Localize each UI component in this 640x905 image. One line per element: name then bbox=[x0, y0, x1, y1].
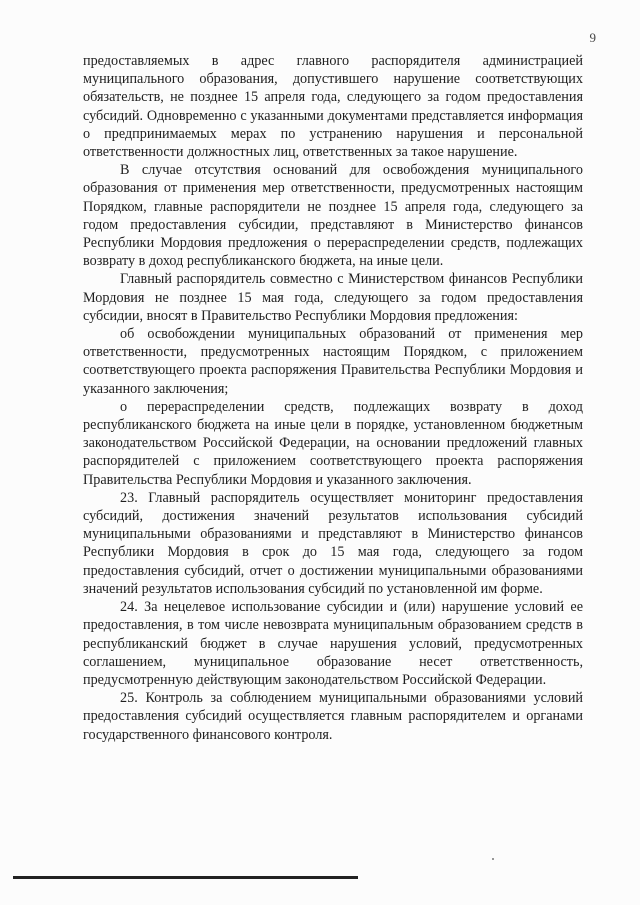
scan-speck bbox=[492, 858, 494, 860]
paragraph: об освобождении муниципальных образований от применения мер ответственности, предусмотренных настоящим Порядком, с приложением соответствующего проекта распоряжения Правительства Республики Мордовия и указанного заключения; bbox=[83, 326, 583, 397]
paragraph: 25. Контроль за соблюдением муниципальными образованиями условий предоставления субсидий осуществляется главным распорядителем и органами государственного финансового контроля. bbox=[83, 690, 583, 743]
paragraph: В случае отсутствия оснований для освобождения муниципального образования от применения мер ответственности, предусмотренных настоящим Порядком, главные распорядители не позднее 15 апреля года, следующего за годом предоставления субсидии, представляют в Министерство финансов Республики Мордовия предложения о перераспределении средств, подлежащих возврату в доход республиканского бюджета, на иные цели. bbox=[83, 162, 583, 270]
paragraph: о перераспределении средств, подлежащих возврату в доход республиканского бюджета на иные цели в порядке, установленном бюджетным законодательством Российской Федерации, на основании предложений главных распорядителей с приложением соответствующего проекта распоряжения Правительства Республики Мордовия и указанного заключения. bbox=[83, 398, 583, 488]
document-body bbox=[83, 52, 583, 744]
page-number: 9 bbox=[589, 30, 596, 45]
paragraph: предоставляемых в адрес главного распорядителя администрацией муниципального образования, допустившего нарушение соответствующих обязательств, не позднее 15 апреля года, следующего за годом предоставления субсидий. Одновременно с указанными документами представляется информация о предпринимаемых мерах по устранению нарушения и персональной ответственности должностных лиц, ответственных за такое нарушение. bbox=[83, 53, 583, 161]
paragraph: 23. Главный распорядитель осуществляет мониторинг предоставления субсидий, достижения значений результатов использования субсидий муниципальными образованиями и представляют в Министерство финансов Республики Мордовия в срок до 15 мая года, следующего за годом предоставления субсидий, отчет о достижении муниципальными образованиями значений результатов использования субсидий по установленной им форме. bbox=[83, 489, 583, 597]
paragraph: 24. За нецелевое использование субсидии и (или) нарушение условий ее предоставления, в том числе невозврата муниципальным образованием средств в республиканский бюджет в случае нарушения условий, предусмотренных соглашением, муниципальное образование несет ответственность, предусмотренную действующим законодательством Российской Федерации. bbox=[83, 599, 583, 688]
paragraph: Главный распорядитель совместно с Министерством финансов Республики Мордовия не позднее 15 мая года, следующего за годом предоставления субсидии, вносят в Правительство Республики Мордовия предложения: bbox=[83, 271, 583, 324]
bottom-rule bbox=[13, 876, 358, 879]
